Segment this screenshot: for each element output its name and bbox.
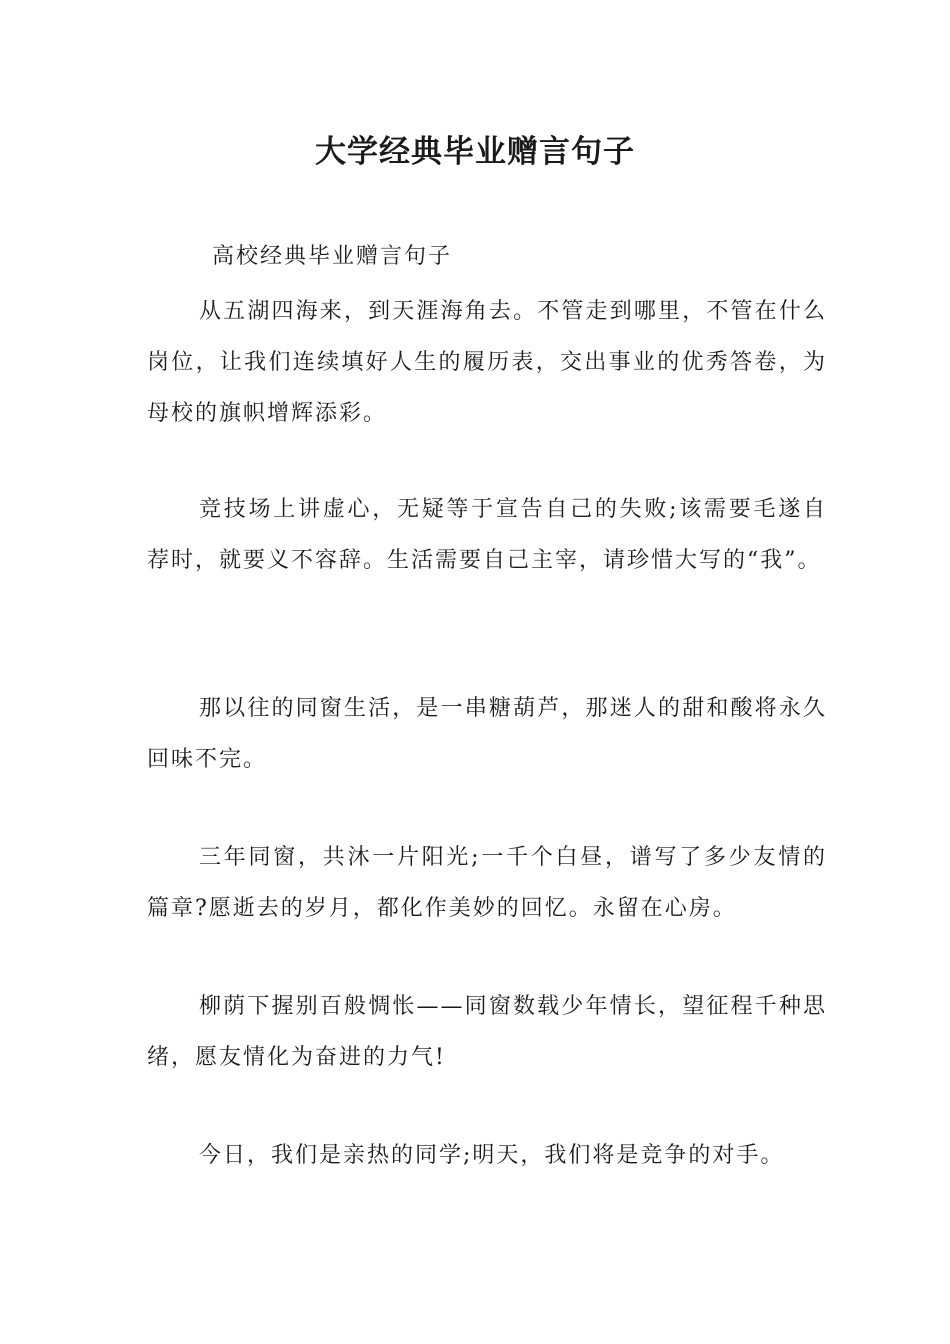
paragraph: 三年同窗，共沐一片阳光;一千个白昼，谱写了多少友情的篇章?愿逝去的岁月，都化作美妙的回忆。永留在心房。	[147, 845, 827, 921]
paragraph: 竞技场上讲虚心，无疑等于宣告自己的失败;该需要毛遂自荐时，就要义不容辞。生活需要自己主宰，请珍惜大写的“我”。	[147, 497, 827, 573]
document-subtitle: 高校经典毕业赠言句子	[212, 244, 453, 269]
paragraph: 柳荫下握别百般惆怅——同窗数载少年情长，望征程千种思绪，愿友情化为奋进的力气!	[147, 994, 827, 1070]
paragraph: 从五湖四海来，到天涯海角去。不管走到哪里，不管在什么岗位，让我们连续填好人生的履历表，交出事业的优秀答卷，为母校的旗帜增辉添彩。	[147, 299, 827, 426]
document-title: 大学经典毕业赠言句子	[315, 134, 635, 170]
paragraph: 今日，我们是亲热的同学;明天，我们将是竞争的对手。	[199, 1143, 785, 1168]
paragraph: 那以往的同窗生活，是一串糖葫芦，那迷人的甜和酸将永久回味不完。	[147, 696, 827, 772]
